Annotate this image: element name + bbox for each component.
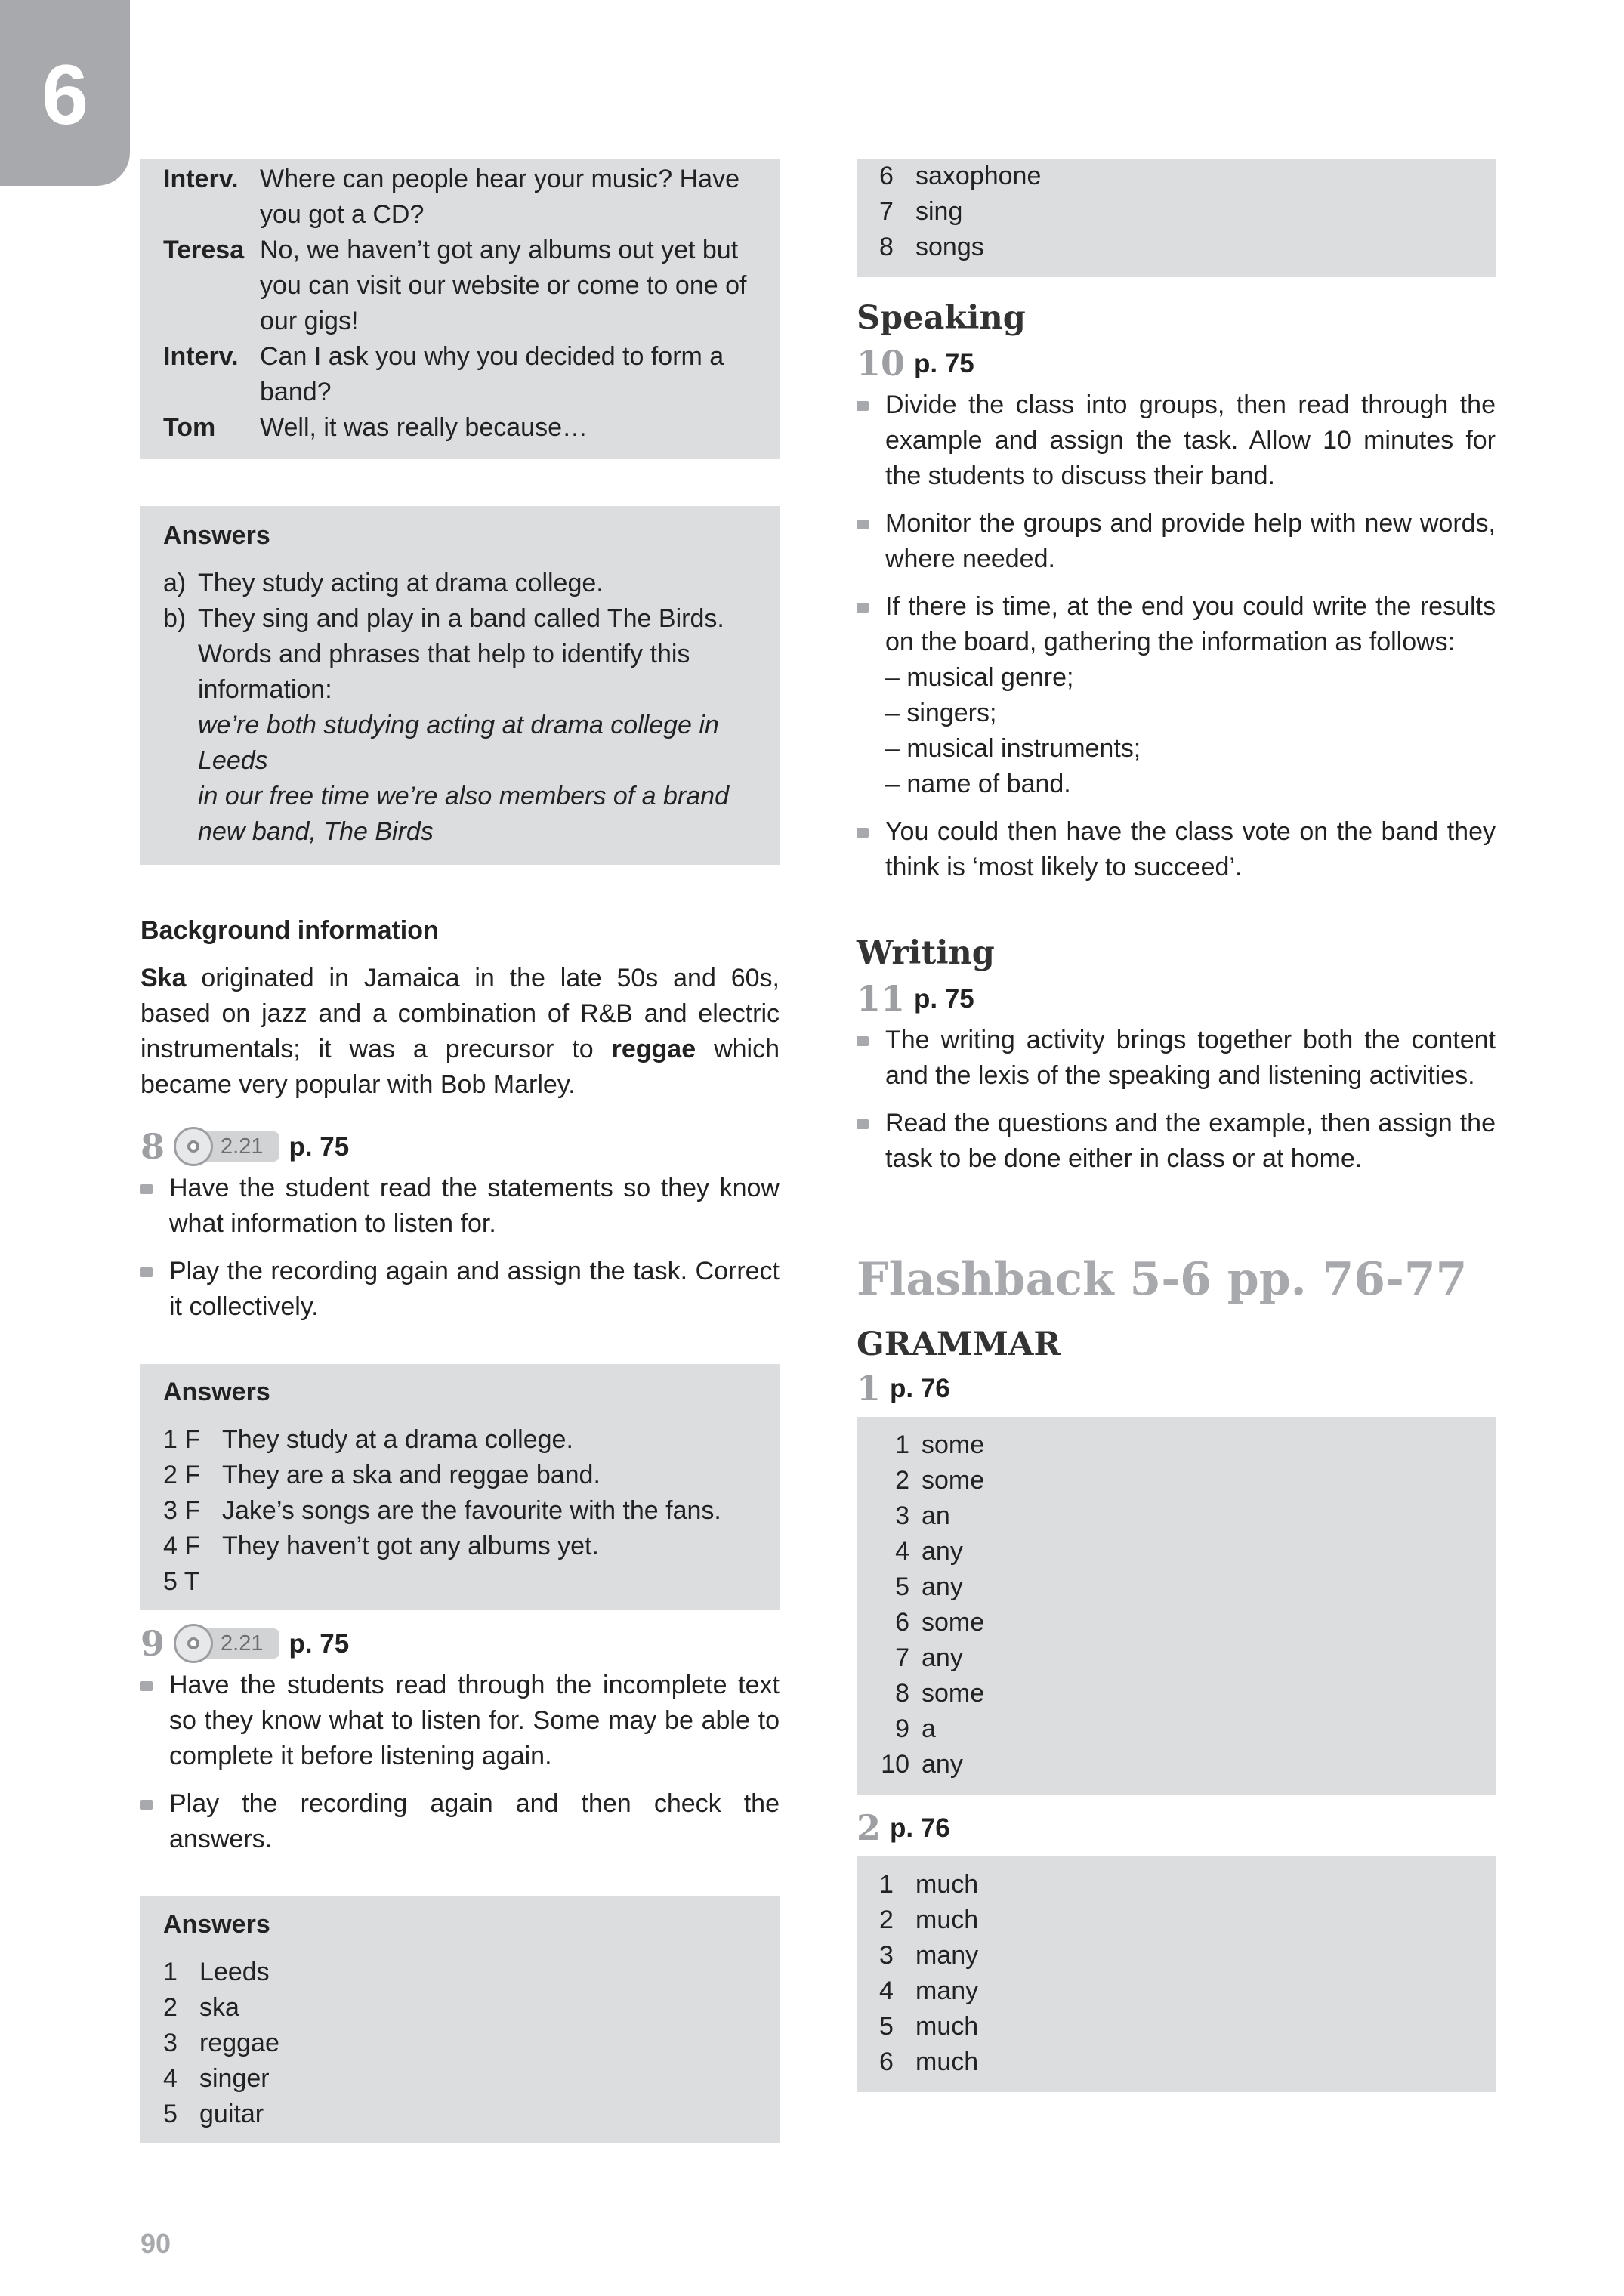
list-key: 8	[879, 233, 894, 261]
list-key: 8	[895, 1679, 909, 1708]
answer-text: They haven’t got any albums yet.	[222, 1532, 599, 1560]
chapter-tab	[0, 0, 130, 186]
bullet-item: Have the students read through the incomplete text so they know what to listen for. Some may be able to complete it before listening again.	[140, 1668, 780, 1774]
answer-key: 3 F	[163, 1496, 201, 1525]
answer-item	[163, 1458, 757, 1493]
answer-key: b)	[163, 604, 187, 633]
list-value: some	[922, 1430, 985, 1459]
exercise-number: 2	[857, 1807, 881, 1848]
list-key: 4	[879, 1977, 894, 2005]
bullet-item: Have the student read the statements so they know what information to listen for.	[140, 1171, 780, 1242]
list-value: much	[915, 2012, 979, 2041]
answer-key: 5	[163, 2100, 178, 2128]
answer-text: They sing and play in a band called The Birds. Words and phrases that help to identify this information:	[198, 604, 724, 704]
list-value: any	[922, 1750, 963, 1779]
bullet-item: You could then have the class vote on the band they think is ‘most likely to succeed’.	[857, 814, 1496, 885]
list-value: a	[922, 1714, 936, 1743]
list-item	[879, 1867, 1473, 1903]
answers-title: Answers	[163, 1910, 270, 1939]
term-ska: Ska	[140, 964, 187, 992]
list-value: many	[915, 1977, 979, 2005]
answer-text: They study acting at drama college.	[198, 569, 604, 597]
bullet-item: The writing activity brings together both the content and the lexis of the speaking and listening activities.	[857, 1023, 1496, 1094]
line-text: Can I ask you why you decided to form a band?	[260, 342, 724, 406]
dialogue-line	[163, 162, 757, 233]
bullet-text: If there is time, at the end you could write the results on the board, gathering the information as follows:	[885, 592, 1496, 656]
list-key: 4	[895, 1537, 909, 1566]
left-column	[140, 159, 780, 2143]
list-key: 7	[895, 1643, 909, 1672]
list-item	[879, 1605, 1473, 1640]
speaking-heading: Speaking	[857, 299, 1026, 337]
list-key: 1	[879, 1870, 894, 1899]
answer-key: 2 F	[163, 1461, 201, 1489]
list-key: 2	[879, 1906, 894, 1934]
answers-title: Answers	[163, 521, 270, 550]
flashback-heading: Flashback 5-6 pp. 76-77	[857, 1253, 1468, 1306]
bullet-item: Read the questions and the example, then assign the task to be done either in class or at home.	[857, 1106, 1496, 1177]
quote-text: we’re both studying acting at drama college in Leeds	[198, 711, 719, 775]
list-value: some	[922, 1608, 985, 1637]
list-value: any	[922, 1537, 963, 1566]
answer-item	[163, 1564, 757, 1600]
background-title: Background information	[140, 916, 439, 945]
speaker: Interv.	[163, 165, 239, 193]
line-text: No, we haven’t got any albums out yet but you can visit our website or come to one of our gigs!	[260, 236, 747, 335]
grammar-heading: GRAMMAR	[857, 1325, 1061, 1363]
answer-item	[163, 1990, 757, 2026]
answer-item	[163, 1493, 757, 1529]
answer-text: reggae	[199, 2029, 279, 2057]
list-value: an	[922, 1501, 950, 1530]
exercise-number: 10	[857, 343, 906, 384]
audio-track-badge[interactable]	[174, 1127, 279, 1166]
exercise-number: 11	[857, 978, 906, 1019]
text-part: which became very popular with Bob Marley.	[140, 1035, 780, 1099]
list-item	[879, 1463, 1473, 1498]
quote-text: in our free time we’re also members of a brand new band, The Birds	[198, 782, 729, 846]
right-column	[857, 159, 1496, 2092]
flashback-exercise-1-heading	[857, 1366, 1496, 1411]
answer-item	[163, 2097, 757, 2132]
background-info	[140, 913, 780, 1103]
exercise-10-heading	[857, 341, 1496, 386]
answer-text: They are a ska and reggae band.	[222, 1461, 601, 1489]
list-item	[879, 1747, 1473, 1782]
exercise-number: 9	[140, 1623, 165, 1664]
answer-text: ska	[199, 1993, 239, 2022]
page-reference: p. 75	[914, 348, 974, 378]
answer-item	[163, 1955, 757, 1990]
list-key: 5	[895, 1572, 909, 1601]
answer-key: 5 T	[163, 1567, 200, 1596]
answers-box-9	[140, 1896, 780, 2143]
speaker: Tom	[163, 413, 216, 442]
exercise-9-heading	[140, 1621, 780, 1666]
answer-key: 2	[163, 1993, 178, 2022]
list-key: 7	[879, 197, 894, 226]
list-value: many	[915, 1941, 979, 1970]
list-key: 3	[895, 1501, 909, 1530]
flashback-2-answers	[857, 1856, 1496, 2092]
flashback-exercise-2-heading	[857, 1805, 1496, 1850]
answer-key: 4	[163, 2064, 178, 2093]
answer-text: singer	[199, 2064, 270, 2093]
answer-key: 1 F	[163, 1425, 201, 1454]
text-part: originated in Jamaica in the late 50s and 60s, based on jazz and a combination of R&B and electric instrumentals; it was a precursor to	[140, 964, 780, 1063]
speaker: Teresa	[163, 236, 245, 264]
list-key: 3	[879, 1941, 894, 1970]
answer-item	[163, 1422, 757, 1458]
answer-text: Jake’s songs are the favourite with the fans.	[222, 1496, 721, 1525]
list-value: much	[915, 1906, 979, 1934]
answer-body	[198, 601, 757, 850]
sub-item: – name of band.	[885, 770, 1071, 798]
page-reference: p. 75	[289, 1131, 350, 1162]
bullet-item: Monitor the groups and provide help with new words, where needed.	[857, 506, 1496, 577]
list-item	[879, 1974, 1473, 2009]
dialogue-line	[163, 233, 757, 339]
page-reference: p. 76	[890, 1813, 950, 1843]
answer-text: guitar	[199, 2100, 264, 2128]
list-item	[879, 2044, 1473, 2080]
answers-title: Answers	[163, 1378, 270, 1406]
list-key: 5	[879, 2012, 894, 2041]
line-text: Where can people hear your music? Have you got a CD?	[260, 165, 739, 229]
exercise-number: 8	[140, 1126, 165, 1167]
top-list-box	[857, 159, 1496, 277]
list-value: songs	[915, 233, 984, 261]
list-key: 9	[895, 1714, 909, 1743]
list-item	[879, 194, 1473, 230]
list-key: 6	[879, 162, 894, 190]
list-value: any	[922, 1643, 963, 1672]
answer-key: 4 F	[163, 1532, 201, 1560]
answers-box-8	[140, 1364, 780, 1610]
list-value: sing	[915, 197, 963, 226]
term-reggae: reggae	[611, 1035, 696, 1063]
background-text	[140, 961, 780, 1103]
list-value: some	[922, 1679, 985, 1708]
chapter-number: 6	[41, 48, 89, 142]
sub-item: – musical instruments;	[885, 734, 1141, 763]
bullet-item: Divide the class into groups, then read through the example and assign the task. Allow 10 minutes for the students to discuss their band.	[857, 387, 1496, 494]
cd-icon	[174, 1624, 213, 1663]
list-value: some	[922, 1466, 985, 1495]
list-value: any	[922, 1572, 963, 1601]
answer-item	[163, 2026, 757, 2061]
page-reference: p. 75	[914, 983, 974, 1014]
answer-item	[163, 566, 757, 601]
list-item	[879, 1676, 1473, 1711]
answers-box-1	[140, 506, 780, 865]
bullet-item: Play the recording again and then check the answers.	[140, 1786, 780, 1857]
sub-item: – musical genre;	[885, 663, 1074, 692]
bullet-item: Play the recording again and assign the task. Correct it collectively.	[140, 1254, 780, 1325]
track-number: 2.21	[190, 1628, 279, 1659]
sub-item: – singers;	[885, 699, 997, 727]
list-key: 10	[881, 1750, 909, 1779]
line-text: Well, it was really because…	[260, 413, 588, 442]
flashback-1-answers	[857, 1417, 1496, 1795]
list-value: much	[915, 1870, 979, 1899]
answer-text: They study at a drama college.	[222, 1425, 573, 1454]
audio-track-badge[interactable]	[174, 1624, 279, 1663]
answer-key: a)	[163, 569, 187, 597]
exercise-11-heading	[857, 976, 1496, 1021]
list-key: 1	[895, 1430, 909, 1459]
exercise-8-heading	[140, 1124, 780, 1169]
list-item	[879, 2009, 1473, 2044]
list-item	[879, 1534, 1473, 1569]
list-item	[879, 1903, 1473, 1938]
list-key: 6	[895, 1608, 909, 1637]
answer-item	[163, 1529, 757, 1564]
list-item	[879, 1938, 1473, 1974]
list-item	[879, 159, 1473, 194]
list-item	[879, 1498, 1473, 1534]
page-reference: p. 76	[890, 1373, 950, 1403]
answer-key: 3	[163, 2029, 178, 2057]
list-item	[879, 230, 1473, 265]
exercise-number: 1	[857, 1368, 881, 1409]
bullet-item	[857, 589, 1496, 802]
cd-icon	[174, 1127, 213, 1166]
list-item	[879, 1711, 1473, 1747]
dialogue-box	[140, 159, 780, 459]
list-key: 6	[879, 2048, 894, 2076]
speaker: Interv.	[163, 342, 239, 371]
answer-item	[163, 2061, 757, 2097]
list-value: saxophone	[915, 162, 1042, 190]
list-item	[879, 1427, 1473, 1463]
list-key: 2	[895, 1466, 909, 1495]
dialogue-line	[163, 339, 757, 410]
list-item	[879, 1640, 1473, 1676]
answer-text: Leeds	[199, 1958, 270, 1986]
list-value: much	[915, 2048, 979, 2076]
writing-heading: Writing	[857, 934, 995, 972]
answer-item	[163, 601, 757, 850]
page-reference: p. 75	[289, 1628, 350, 1659]
list-item	[879, 1569, 1473, 1605]
page-number: 90	[140, 2228, 171, 2259]
track-number: 2.21	[190, 1131, 279, 1162]
answer-key: 1	[163, 1958, 178, 1986]
dialogue-line	[163, 410, 757, 446]
